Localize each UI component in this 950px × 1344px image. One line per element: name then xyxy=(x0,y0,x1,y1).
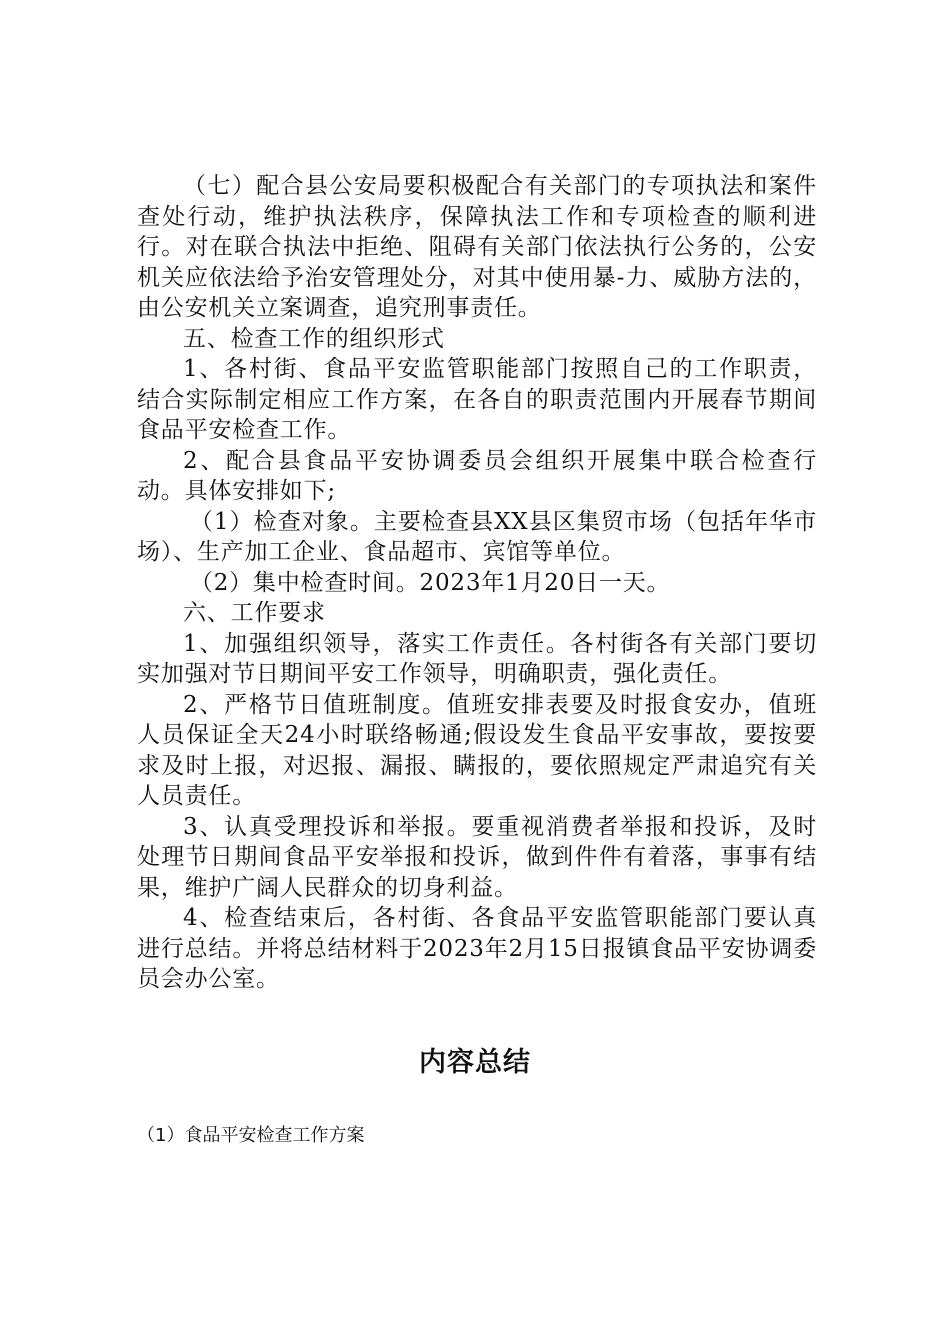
paragraph-six-3: 3、认真受理投诉和举报。要重视消费者举报和投诉，及时处理节日期间食品平安举报和投诉，做到件件有着落，事事有结果，维护广阔人民群众的切身利益。 xyxy=(137,813,817,901)
paragraph-seven: （七）配合县公安局要积极配合有关部门的专项执法和案件查处行动，维护执法秩序，保障执法工作和专项检查的顺利进行。对在联合执法中拒绝、阻碍有关部门依法执行公务的，公安机关应依法给予治安管理处分，对其中使用暴-力、威胁方法的，由公安机关立案调查，追究刑事责任。 xyxy=(137,173,817,321)
section-heading-five: 五、检查工作的组织形式 xyxy=(183,325,445,352)
section-heading-six: 六、工作要求 xyxy=(183,600,326,626)
paragraph-inspection-time: （2）集中检查时间。2023年1月20日一天。 xyxy=(189,569,671,596)
paragraph-six-1: 1、加强组织领导，落实工作责任。各村街各有关部门要切实加强对节日期间平安工作领导，明确职责，强化责任。 xyxy=(137,630,817,687)
summary-title: 内容总结 xyxy=(419,1047,531,1078)
paragraph-six-4: 4、检查结束后，各村街、各食品平安监管职能部门要认真进行总结。并将总结材料于2023年2月15日报镇食品平安协调委员会办公室。 xyxy=(137,905,817,992)
paragraph-five-1: 1、各村街、食品平安监管职能部门按照自己的工作职责，结合实际制定相应工作方案，在各自的职责范围内开展春节期间食品平安检查工作。 xyxy=(137,356,817,443)
document-body xyxy=(137,171,817,995)
summary-item: （1）食品平安检查工作方案 xyxy=(137,1125,365,1146)
paragraph-inspection-target: （1）检查对象。主要检查县XX县区集贸市场（包括年华市场）、生产加工企业、食品超市、宾馆等单位。 xyxy=(137,508,817,565)
paragraph-five-2: 2、配合县食品平安协调委员会组织开展集中联合检查行动。具体安排如下; xyxy=(137,447,817,504)
paragraph-six-2: 2、严格节日值班制度。值班安排表要及时报食安办，值班人员保证全天24小时联络畅通;假设发生食品平安事故，要按要求及时上报，对迟报、漏报、瞒报的，要依照规定严肃追究有关人员责任。 xyxy=(137,691,817,809)
